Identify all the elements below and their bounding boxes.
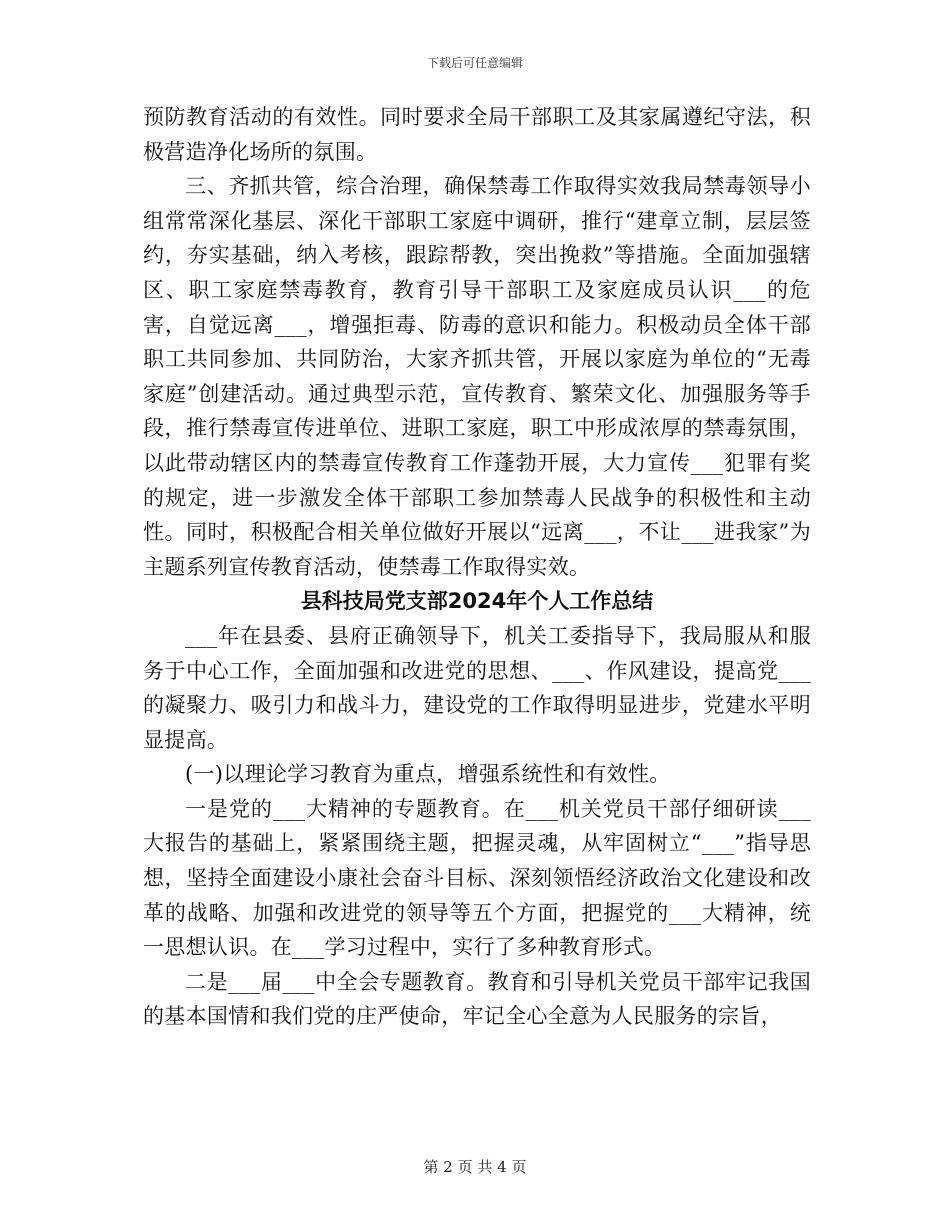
section-title: 县科技局党支部2024年个人工作总结 (300, 589, 654, 614)
document-body (143, 100, 811, 1034)
paragraph-2: 三、齐抓共管，综合治理，确保禁毒工作取得实效我局禁毒领导小组常常深化基层、深化干部职工家庭中调研，推行“建章立制，层层签约，夯实基础，纳入考核，跟踪帮教，突出挽救”等措施。全面加强辖区、职工家庭禁毒教育，教育引导干部职工及家庭成员认识___的危害，自觉远离___，增强拒毒、防毒的意识和能力。积极动员全体干部职工共同参加、共同防治，大家齐抓共管，开展以家庭为单位的“无毒家庭”创建活动。通过典型示范，宣传教育、繁荣文化、加强服务等手段，推行禁毒宣传进单位、进职工家庭，职工中形成浓厚的禁毒氛围，以此带动辖区内的禁毒宣传教育工作蓬勃开展，大力宣传___犯罪有奖的规定，进一步激发全体干部职工参加禁毒人民战争的积极性和主动性。同时，积极配合相关单位做好开展以“远离___，不让___进我家”为主题系列宣传教育活动，使禁毒工作取得实效。 (143, 174, 811, 579)
paragraph-4: (一)以理论学习教育为重点，增强系统性和有效性。 (185, 762, 671, 787)
page-header: 下载后可任意编辑 (426, 56, 523, 70)
paragraph-5: 一是党的___大精神的专题教育。在___机关党员干部仔细研读___大报告的基础上，紧紧围绕主题，把握灵魂，从牢固树立“___”指导思想，坚持全面建设小康社会奋斗目标、深刻领悟经济政治文化建设和改革的战略、加强和改进党的领导等五个方面，把握党的___大精神，统一思想认识。在___学习过程中，实行了多种教育形式。 (143, 796, 811, 960)
page-footer: 第 2 页 共 4 页 (423, 1158, 527, 1176)
paragraph-1: 预防教育活动的有效性。同时要求全局干部职工及其家属遵纪守法，积极营造净化场所的氛围。 (143, 105, 811, 164)
paragraph-3: ___年在县委、县府正确领导下，机关工委指导下，我局服从和服务于中心工作，全面加强和改进党的思想、___、作风建设，提高党___的凝聚力、吸引力和战斗力，建设党的工作取得明显进步，党建水平明显提高。 (143, 623, 811, 752)
paragraph-6: 二是___届___中全会专题教育。教育和引导机关党员干部牢记我国的基本国情和我们党的庄严使命，牢记全心全意为人民服务的宗旨， (143, 969, 811, 1029)
